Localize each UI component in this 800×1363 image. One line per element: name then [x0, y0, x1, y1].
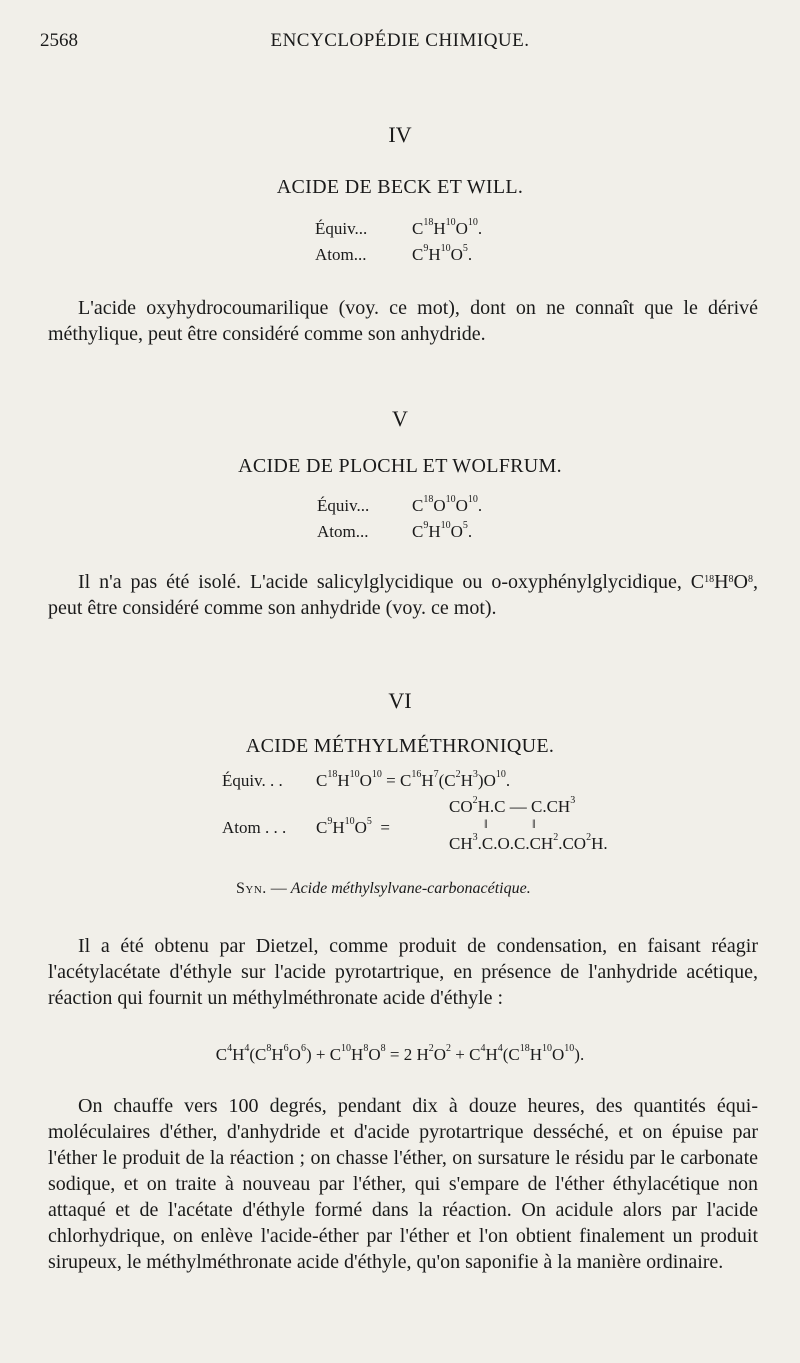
- section-iv-numeral: IV: [388, 122, 412, 147]
- double-bond-mark-right: ‖: [532, 816, 536, 831]
- section-v-title: ACIDE DE PLOCHL ET WOLFRUM.: [238, 455, 562, 477]
- section-v-text-pre: Il n'a pas été isolé. L'acide salicylglycidique ou o-oxyphénylglycidique,: [78, 571, 691, 593]
- running-title: ENCYCLOPÉDIE CHIMIQUE.: [270, 30, 530, 51]
- section-iv-equiv-label: Équiv...: [315, 219, 368, 238]
- section-vi-atom-label: Atom . . .: [222, 818, 287, 837]
- section-vi-atom-formula: $C^9H^{10}O^5$ =: [316, 816, 390, 837]
- section-v-equiv-label: Équiv...: [317, 496, 370, 515]
- section-v-atom-formula: $C^9H^{10}O^5$.: [412, 520, 473, 541]
- section-vi-structure-top: $CO^2H.C$ — $C.CH^3$: [449, 795, 576, 816]
- section-v-numeral: V: [392, 406, 408, 431]
- section-vi-paragraph-2-block: [48, 1093, 758, 1275]
- section-vi-title: ACIDE MÉTHYLMÉTHRONIQUE.: [245, 735, 555, 757]
- section-iv-paragraph: L'acide oxyhydrocoumarilique (voy. ce mot), dont on ne connaît que le dérivé méthylique, peut être considéré comme son anhydride.: [48, 297, 758, 345]
- section-iv-atom-label: Atom...: [315, 245, 367, 264]
- synonym-label: Syn.: [236, 880, 267, 897]
- section-v-text-post: , peut être considéré comme son anhydride (voy. ce mot).: [48, 571, 758, 619]
- section-vi-equiv-label: Équiv. . .: [222, 771, 283, 790]
- section-vi-numeral: VI: [388, 688, 412, 713]
- section-iv-equiv-formula: $C^{18}H^{10}O^{10}$.: [412, 217, 483, 238]
- reaction-equation: $C^4H^4(C^8H^6O^6) + C^{10}H^8O^8 = 2$ $H^2O^2 + C^4H^4(C^{18}H^{10}O^{10})$.: [215, 1043, 585, 1064]
- section-v-paragraph: Il n'a pas été isolé. L'acide salicylglycidique ou o-oxyphénylglycidique, $C^{18}H^8O^8$, peut être considéré comme son anhydride (voy. ce mot).: [48, 571, 758, 619]
- section-iv-body: [48, 295, 758, 347]
- synonym-text: Acide méthylsylvane-carbonacétique.: [290, 880, 531, 897]
- synonym-line: [236, 880, 531, 898]
- section-vi-structure-bottom: $CH^3.C.O.C.CH^2.CO^2H$.: [449, 832, 608, 853]
- section-v-atom-label: Atom...: [317, 522, 369, 541]
- section-vi-paragraph-1-block: [48, 933, 758, 1011]
- section-vi-paragraph-1: Il a été obtenu par Dietzel, comme produit de condensation, en faisant réagir l'acétylacétate d'éthyle sur l'acide pyrotartrique, en présence de l'anhydride acétique, réaction qui fournit un méthylméthronate acide d'éthyle :: [48, 935, 758, 1009]
- double-bond-mark-left: ‖: [484, 816, 488, 831]
- section-vi-equiv-formula: $C^{18}H^{10}O^{10} = C^{16}H^7(C^2H^3)O^{10}$.: [316, 769, 511, 790]
- section-iv-title: ACIDE DE BECK ET WILL.: [276, 176, 524, 198]
- section-vi-paragraph-2: On chauffe vers 100 degrés, pendant dix à douze heures, des quantités équimoléculaires d'éther, d'anhydride et d'acide pyrotartrique desséché, et on épuise par l'éther le produit de la réaction ; on chasse l'éther, on sursature le résidu par le carbonate sodique, et on traite à nouveau par l'éther, qui s'empare de l'éther éthylacétique non attaqué et de l'acétate d'éthyle formé dans la réaction. On acidule alors par l'acide chlorhydrique, on enlève l'acide-éther par l'éther et l'on obtient finalement un produit sirupeux, le méthylméthronate acide d'éthyle, qu'on saponifie à la manière ordinaire.: [48, 1095, 758, 1273]
- section-v-equiv-formula: $C^{18}O^{10}O^{10}$.: [412, 494, 483, 515]
- page-number: 2568: [40, 30, 78, 51]
- section-v-body: [48, 569, 758, 621]
- synonym-dash: —: [266, 880, 291, 897]
- section-iv-atom-formula: $C^9H^{10}O^5$.: [412, 243, 473, 264]
